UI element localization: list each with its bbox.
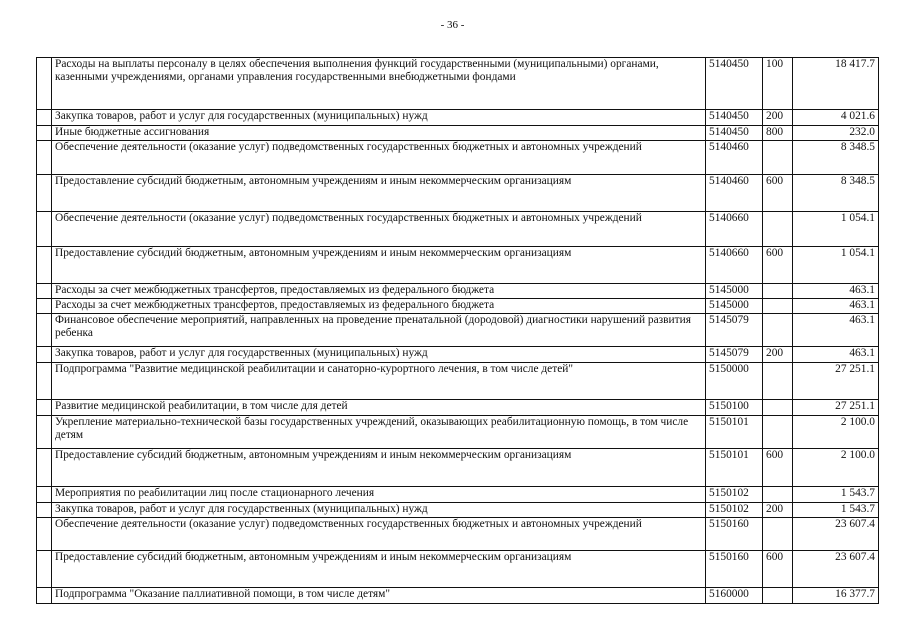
row-expense-type [763,212,793,247]
row-name: Расходы за счет межбюджетных трансфертов, предоставляемых из федерального бюджета [52,299,706,314]
table-row [37,347,879,363]
row-sum: 4 021.6 [793,110,879,126]
blank-cell [37,416,52,449]
row-name: Развитие медицинской реабилитации, в том числе для детей [52,400,706,416]
row-name: Закупка товаров, работ и услуг для государственных (муниципальных) нужд [52,110,706,126]
row-expense-type [763,416,793,449]
row-sum: 23 607.4 [793,551,879,588]
row-expense-type [763,487,793,503]
row-name: Предоставление субсидий бюджетным, автономным учреждениям и иным некоммерческим организациям [52,175,706,212]
row-sum: 463.1 [793,299,879,314]
row-code: 5140450 [706,110,763,126]
row-code: 5150102 [706,487,763,503]
row-code: 5145079 [706,347,763,363]
blank-cell [37,551,52,588]
blank-cell [37,487,52,503]
row-expense-type: 200 [763,110,793,126]
row-sum: 1 054.1 [793,212,879,247]
row-expense-type [763,363,793,400]
blank-cell [37,284,52,299]
blank-cell [37,400,52,416]
row-code: 5140660 [706,212,763,247]
row-code: 5140460 [706,141,763,175]
table-row [37,110,879,126]
table-row [37,449,879,487]
row-name: Предоставление субсидий бюджетным, автономным учреждениям и иным некоммерческим организациям [52,247,706,284]
row-sum: 27 251.1 [793,363,879,400]
blank-cell [37,247,52,284]
row-sum: 232.0 [793,126,879,141]
row-sum: 16 377.7 [793,588,879,604]
row-code: 5150102 [706,503,763,518]
row-sum: 1 543.7 [793,503,879,518]
table-row [37,551,879,588]
table-row [37,518,879,551]
row-sum: 8 348.5 [793,175,879,212]
row-code: 5150101 [706,449,763,487]
row-name: Укрепление материально-технической базы государственных учреждений, оказывающих реабилитационную помощь, в том числе детям [52,416,706,449]
row-code: 5150100 [706,400,763,416]
row-name: Мероприятия по реабилитации лиц после стационарного лечения [52,487,706,503]
row-sum: 1 543.7 [793,487,879,503]
row-expense-type [763,400,793,416]
blank-cell [37,126,52,141]
blank-cell [37,175,52,212]
table-row [37,416,879,449]
row-code: 5140460 [706,175,763,212]
row-sum: 2 100.0 [793,416,879,449]
row-name: Расходы за счет межбюджетных трансфертов, предоставляемых из федерального бюджета [52,284,706,299]
row-name: Предоставление субсидий бюджетным, автономным учреждениям и иным некоммерческим организациям [52,449,706,487]
row-name: Обеспечение деятельности (оказание услуг) подведомственных государственных бюджетных и автономных учреждений [52,212,706,247]
blank-cell [37,299,52,314]
blank-cell [37,363,52,400]
blank-cell [37,588,52,604]
row-code: 5150101 [706,416,763,449]
page-number: - 36 - [440,19,465,31]
row-expense-type: 200 [763,347,793,363]
blank-cell [37,110,52,126]
row-expense-type [763,141,793,175]
row-name: Закупка товаров, работ и услуг для государственных (муниципальных) нужд [52,503,706,518]
table-row [37,126,879,141]
blank-cell [37,314,52,347]
row-expense-type [763,588,793,604]
row-name: Подпрограмма "Развитие медицинской реабилитации и санаторно-курортного лечения, в том числе детей" [52,363,706,400]
row-name: Финансовое обеспечение мероприятий, направленных на проведение пренатальной (дородовой) диагностики нарушений развития ребенка [52,314,706,347]
row-code: 5150000 [706,363,763,400]
blank-cell [37,449,52,487]
row-name: Обеспечение деятельности (оказание услуг) подведомственных государственных бюджетных и автономных учреждений [52,141,706,175]
row-name: Иные бюджетные ассигнования [52,126,706,141]
row-code: 5150160 [706,551,763,588]
row-sum: 18 417.7 [793,58,879,110]
table-row [37,284,879,299]
row-sum: 463.1 [793,314,879,347]
table-row [37,503,879,518]
row-expense-type: 600 [763,551,793,588]
row-expense-type: 600 [763,247,793,284]
row-expense-type [763,518,793,551]
row-name: Расходы на выплаты персоналу в целях обеспечения выполнения функций государственными (муниципальными) органами, казенными учреждениями, органами управления государственными внебюджетными фондами [52,58,706,110]
table-row [37,400,879,416]
table-row [37,363,879,400]
table-row [37,487,879,503]
blank-cell [37,212,52,247]
row-code: 5145000 [706,299,763,314]
row-sum: 23 607.4 [793,518,879,551]
table-row [37,175,879,212]
table-row [37,58,879,110]
row-name: Предоставление субсидий бюджетным, автономным учреждениям и иным некоммерческим организациям [52,551,706,588]
row-code: 5140660 [706,247,763,284]
row-expense-type: 800 [763,126,793,141]
table-row [37,299,879,314]
row-sum: 463.1 [793,347,879,363]
table-row [37,588,879,604]
row-sum: 1 054.1 [793,247,879,284]
row-expense-type: 600 [763,449,793,487]
row-sum: 27 251.1 [793,400,879,416]
row-expense-type [763,299,793,314]
blank-cell [37,503,52,518]
row-sum: 8 348.5 [793,141,879,175]
row-name: Обеспечение деятельности (оказание услуг) подведомственных государственных бюджетных и автономных учреждений [52,518,706,551]
row-code: 5145000 [706,284,763,299]
table-row [37,212,879,247]
row-code: 5160000 [706,588,763,604]
row-expense-type [763,314,793,347]
row-code: 5140450 [706,126,763,141]
row-expense-type [763,284,793,299]
table-row [37,247,879,284]
blank-cell [37,347,52,363]
row-code: 5140450 [706,58,763,110]
row-expense-type: 100 [763,58,793,110]
row-name: Закупка товаров, работ и услуг для государственных (муниципальных) нужд [52,347,706,363]
row-code: 5150160 [706,518,763,551]
blank-cell [37,58,52,110]
row-expense-type: 200 [763,503,793,518]
row-sum: 2 100.0 [793,449,879,487]
row-name: Подпрограмма "Оказание паллиативной помощи, в том числе детям" [52,588,706,604]
blank-cell [37,518,52,551]
row-expense-type: 600 [763,175,793,212]
blank-cell [37,141,52,175]
table-row [37,314,879,347]
budget-table [36,57,879,604]
row-sum: 463.1 [793,284,879,299]
table-row [37,141,879,175]
row-code: 5145079 [706,314,763,347]
